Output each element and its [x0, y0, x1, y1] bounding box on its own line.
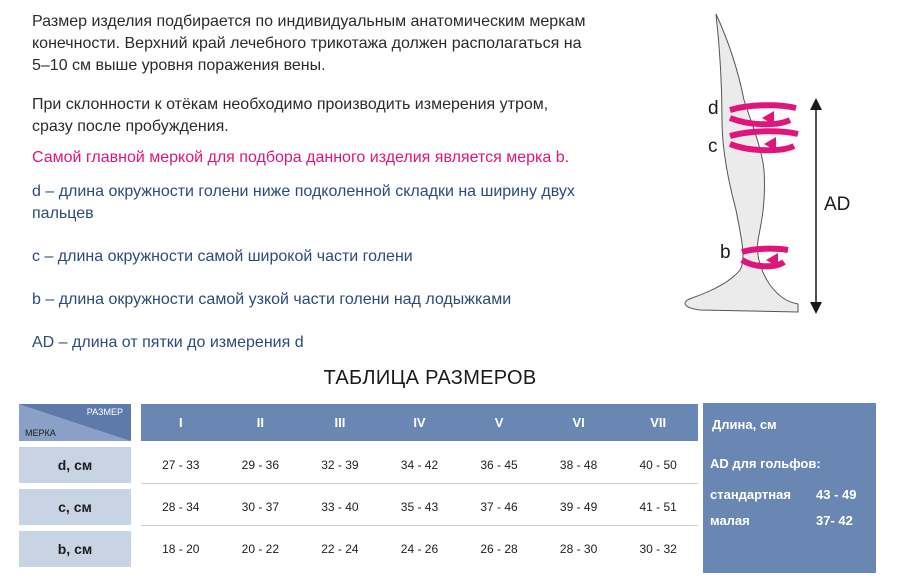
table-row	[19, 447, 698, 483]
size-header: I	[141, 404, 221, 441]
intro-line: Размер изделия подбирается по индивидуальным анатомическим меркам	[32, 13, 586, 30]
label-ad: AD	[824, 194, 851, 215]
table-cell: 24 - 26	[400, 542, 439, 556]
table-cell: 22 - 24	[321, 542, 359, 556]
table-row	[19, 489, 698, 525]
important-note: Самой главной меркой для подбора данного изделия является мерка b.	[32, 149, 570, 166]
table-cell: 30 - 32	[639, 542, 677, 556]
measure-b-band	[742, 249, 788, 252]
standard-label: стандартная	[710, 487, 791, 502]
size-header: IV	[380, 404, 460, 441]
intro-line: сразу после пробуждения.	[32, 118, 229, 135]
table-cell: 30 - 37	[241, 499, 280, 514]
label-c: c	[708, 136, 718, 157]
measure-d-band	[730, 105, 796, 110]
measure-d-band	[730, 118, 790, 124]
size-header: III	[300, 404, 380, 441]
table-cell: 35 - 43	[400, 499, 439, 514]
measure-c-band	[730, 144, 794, 150]
length-panel	[703, 403, 876, 573]
arrow-down-icon	[810, 302, 822, 314]
table-cell: 36 - 45	[480, 457, 518, 472]
length-header: Длина, см	[712, 417, 777, 432]
leg-silhouette	[685, 14, 798, 312]
table-title: ТАБЛИЦА РАЗМЕРОВ	[323, 367, 537, 389]
table-cell: 40 - 50	[639, 457, 677, 472]
label-d: d	[708, 98, 719, 119]
measure-label-b: b, см	[19, 531, 131, 567]
desc-line: пальцев	[32, 205, 94, 222]
measure-label-c: c, см	[19, 489, 131, 525]
table-cell: 18 - 20	[162, 542, 200, 556]
measure-b-description: b – длина окружности самой узкой части голени над лодыжками	[32, 291, 512, 308]
table-cell: 29 - 36	[241, 457, 280, 472]
size-header: VII	[618, 404, 698, 441]
measure-d-description	[32, 181, 575, 225]
measure-label-d: d, см	[19, 447, 131, 483]
intro-line: При склонности к отёкам необходимо производить измерения утром,	[32, 96, 549, 113]
corner-measure-label: МЕРКА	[25, 428, 56, 438]
size-table	[19, 404, 698, 567]
length-subheader: AD для гольфов:	[710, 456, 821, 471]
measure-ad-description: AD – длина от пятки до измерения d	[32, 334, 304, 351]
intro-line: конечности. Верхний край лечебного трикотажа должен располагаться на	[32, 35, 582, 52]
intro-paragraph-1	[32, 11, 585, 77]
table-cell: 41 - 51	[639, 499, 677, 514]
size-header: V	[459, 404, 539, 441]
label-b: b	[720, 242, 731, 263]
table-cell: 20 - 22	[241, 542, 280, 556]
measure-c-band	[730, 131, 798, 136]
table-cell: 37 - 46	[480, 499, 518, 514]
size-header: II	[221, 404, 301, 441]
intro-line: 5–10 см выше уровня поражения вены.	[32, 57, 326, 74]
table-cell: 34 - 42	[400, 457, 439, 472]
arrow-up-icon	[810, 98, 822, 110]
table-cell: 28 - 34	[162, 499, 200, 514]
small-value: 37- 42	[816, 513, 853, 528]
table-cell: 28 - 30	[559, 542, 598, 556]
table-cell: 32 - 39	[321, 457, 359, 472]
table-row	[19, 531, 698, 567]
small-label: малая	[710, 513, 750, 528]
table-cell: 38 - 48	[559, 457, 598, 472]
intro-paragraph-2	[32, 94, 548, 138]
table-cell: 33 - 40	[321, 499, 359, 514]
table-cell: 27 - 33	[162, 457, 200, 472]
size-header: VI	[539, 404, 619, 441]
table-header-row	[19, 404, 698, 441]
corner-size-label: РАЗМЕР	[86, 407, 123, 417]
measure-c-description: c – длина окружности самой широкой части голени	[32, 248, 413, 265]
standard-value: 43 - 49	[816, 487, 857, 502]
table-cell: 26 - 28	[480, 542, 518, 556]
corner-cell	[19, 404, 131, 441]
table-cell: 39 - 49	[559, 499, 598, 514]
desc-line: d – длина окружности голени ниже подколенной складки на ширину двух	[32, 183, 575, 200]
leg-diagram	[670, 10, 870, 320]
